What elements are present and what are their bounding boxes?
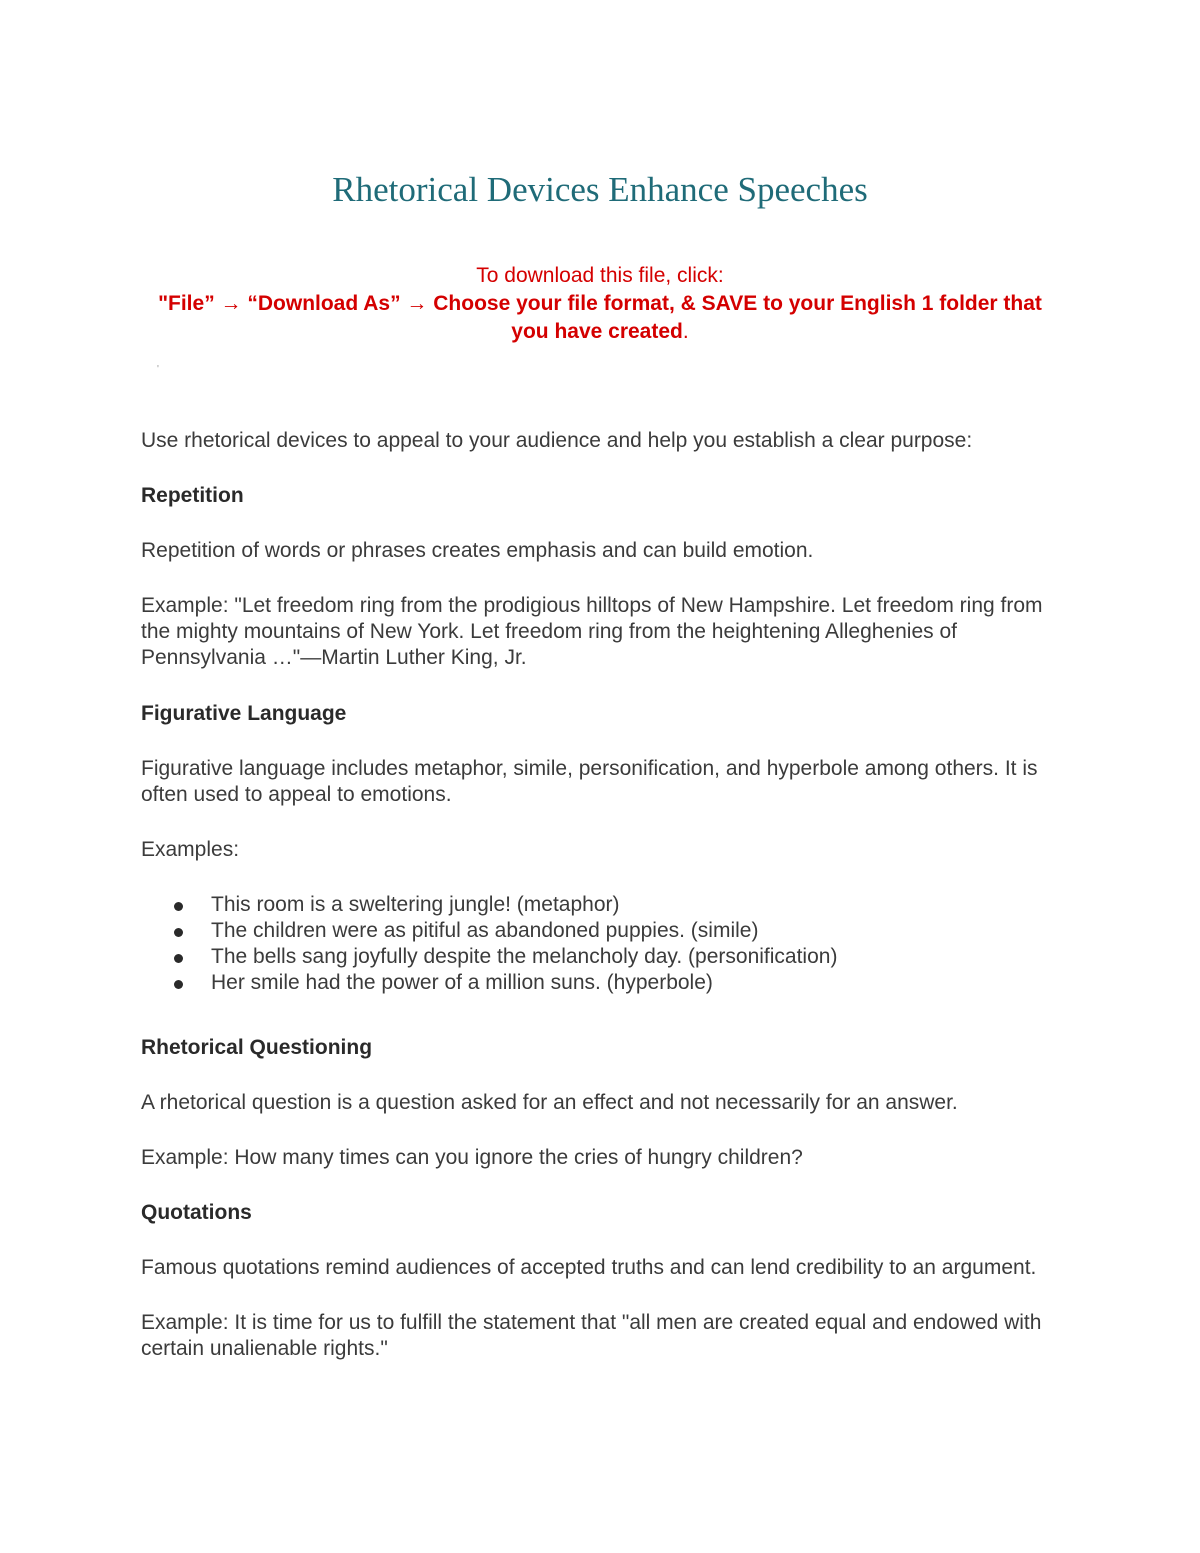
document-body [141,428,1071,1362]
figurative-examples-label: Examples: [141,838,240,861]
bullet-icon [174,954,183,963]
list-item: This room is a sweltering jungle! (metaphor) [211,892,1071,918]
notice-instructions: "File” → “Download As” → Choose your file format, & SAVE to your English 1 folder that you have created [158,292,1042,343]
heading-rhetorical-questioning: Rhetorical Questioning [141,1036,373,1059]
bullet-icon [174,928,183,937]
heading-repetition: Repetition [141,484,244,507]
questioning-example: Example: How many times can you ignore the cries of hungry children? [141,1146,803,1169]
figurative-examples-list [141,892,1071,996]
list-item: Her smile had the power of a million suns. (hyperbole) [211,970,1071,996]
notice-period: . [682,320,689,343]
heading-figurative-language: Figurative Language [141,702,347,725]
intro-paragraph: Use rhetorical devices to appeal to your audience and help you establish a clear purpose: [141,429,973,452]
quotations-description: Famous quotations remind audiences of accepted truths and can lend credibility to an argument. [141,1256,1037,1279]
download-notice [150,262,1050,346]
bullet-icon [174,980,183,989]
heading-quotations: Quotations [141,1201,252,1224]
notice-line-2 [150,290,1050,346]
list-item: The children were as pitiful as abandoned puppies. (simile) [211,918,1071,944]
figurative-description: Figurative language includes metaphor, simile, personification, and hyperbole among others. It is often used to appeal to emotions. [141,757,1038,806]
stray-mark: ' [157,364,159,375]
bullet-icon [174,902,183,911]
notice-line-1: To download this file, click: [476,264,724,287]
quotations-example: Example: It is time for us to fulfill the statement that "all men are created equal and endowed with certain unalienable rights." [141,1311,1042,1360]
repetition-description: Repetition of words or phrases creates emphasis and can build emotion. [141,539,814,562]
repetition-example: Example: "Let freedom ring from the prodigious hilltops of New Hampshire. Let freedom ring from the mighty mountains of New York. Let freedom ring from the heightening Alleghenies of Pennsylvania …"—Martin Luther King, Jr. [141,594,1043,669]
page-title: Rhetorical Devices Enhance Speeches [332,170,868,209]
list-item: The bells sang joyfully despite the melancholy day. (personification) [211,944,1071,970]
questioning-description: A rhetorical question is a question asked for an effect and not necessarily for an answer. [141,1091,958,1114]
